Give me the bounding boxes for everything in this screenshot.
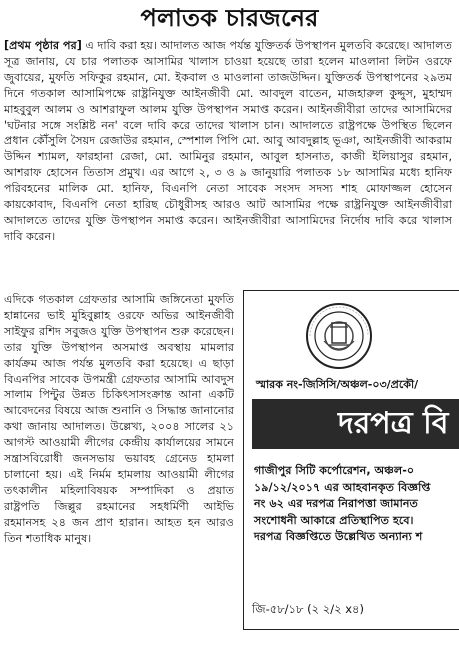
advert-line: গাজীপুর সিটি কর্পোরেশন, অঞ্চল-০ xyxy=(254,464,415,477)
advert-line: সংশোধনী আকারে প্রতিস্থাপিত হবে। xyxy=(254,513,414,527)
article-body-text: এ দাবি করা হয়। আদালত আজ পর্যন্ত যুক্তিতর্ক উপস্থাপন মুলতবি করেছে। আদালত সূত্র জানায়, যে চার পলাতক আসামির খালাস চাওয়া হয়েছে তারা হলেন মাওলানা লিটন ওরফে জুবায়ের, মুফতি সফিকুর রহমান, মো. ইকবাল ও মাওলানা তাজউদ্দিন। যুক্তিতর্ক উপস্থাপনের ২৯তম দিনে গতকাল আসামিপক্ষে রাষ্ট্রনিযুক্ত আইনজীবী মো. আবদুল বাতেন, মাজহারুল কুদ্দুস, মুহাম্মদ মাহবুবুল আলম ও আশরাফুল আলম যুক্তি উপস্থাপন সমাপ্ত করেন। আইনজীবীরা তাদের আসামিদের 'ঘটনার সঙ্গে সংশ্লিষ্ট নন' বলে দাবি করে তাদের খালাস চান। আদালতে রাষ্ট্রপক্ষে উপস্থিত ছিলেন প্রধান কৌঁসুলি সৈয়দ রেজাউর রহমান, স্পেশাল পিপি মো. আবু আবদুল্লাহ ভূঞা, আইনজীবী আকরাম উদ্দিন শ্যামল, ফারহানা রেজা, মো. আমিনুর রহমান, আবুল হাসনাত, কাজী ইলিয়াসুর রহমান, আশরাফ হোসেন তিতাস প্রমুখ। এর আগে ২, ৩ ও ৯ জানুয়ারি পলাতক ১৮ আসামির মধ্যে হানিফ পরিবহনের মালিক মো. হানিফ, বিএনপি নেতা সাবেক সংসদ সদস্য শাহ মোফাজ্জল হোসেন কায়কোবাদ, বিএনপি নেতা হারিছ চৌধুরীসহ আরও আট আসামির পক্ষে রাষ্ট্রনিযুক্ত আইনজীবীরা আদালতে তাদের যুক্তি উপস্থাপন সমাপ্ত করেন। আইনজীবীরা আসামিদের নির্দোষ দাবি করে খালাস দাবি করেন। xyxy=(4,39,452,243)
article-body xyxy=(4,38,452,245)
advert-code: জি-৫৮/১৮ (২ ২/২ x৪) xyxy=(252,602,364,616)
advert-line: নং ৬২ এর দরপত্র নিরাপত্তা জামানত xyxy=(254,497,418,510)
memo-reference: স্মারক নং-জিসিসি/অঞ্চল-০৩/প্রকৌ/ xyxy=(256,378,419,391)
headline: পলাতক চারজনের xyxy=(140,4,319,32)
advert-line: ১৯/১২/২০১৭ এর আহবানকৃত বিজ্ঞপ্তি xyxy=(254,480,431,494)
advert-line: দরপত্র বিজ্ঞপ্তিতে উল্লেখিত অন্যান্য শ xyxy=(254,530,423,543)
tender-title: দরপত্র বি xyxy=(252,399,459,449)
advert-body xyxy=(254,463,459,546)
article-column-text: এদিকে গতকাল গ্রেফতার আসামি জঙ্গিনেতা মুফতি হান্নানের ভাই মুহিবুল্লাহ ওরফে অভির আইনজীবী সাইফুর রশিদ সবুজও যুক্তি উপস্থাপন শুরু করেছেন। তার যুক্তি উপস্থাপন অসমাপ্ত অবস্থায় মামলার কার্যক্রম আজ পর্যন্ত মুলতবি করা হয়েছে। এ ছাড়া বিএনপির সাবেক উপমন্ত্রী গ্রেফতার আসামি আবদুস সালাম পিন্টুর উন্নত চিকিৎসাসংক্রান্ত আনা একটি আবেদনের বিষয়ে আজ শুনানি ও সিদ্ধান্ত জানানোর কথা জানায় আদালত। উল্লেখ্য, ২০০৪ সালের ২১ আগস্ট আওয়ামী লীগের কেন্দ্রীয় কার্যালয়ের সামনে সন্ত্রাসবিরোধী জনসভায় ভয়াবহ গ্রেনেড হামলা চালানো হয়। এই নির্মম হামলায় আওয়ামী লীগের তৎকালীন মহিলাবিষয়ক সম্পাদিকা ও প্রয়াত রাষ্ট্রপতি জিল্লুর রহমানের সহধর্মিণী আইভি রহমানসহ ২৪ জন প্রাণ হারান। আহত হন আরও তিন শতাধিক মানুষ। xyxy=(4,293,234,545)
tender-advertisement xyxy=(243,290,459,630)
continuation-prefix: [প্রথম পৃষ্ঠার পর] xyxy=(4,39,82,52)
city-corporation-seal xyxy=(304,301,374,371)
